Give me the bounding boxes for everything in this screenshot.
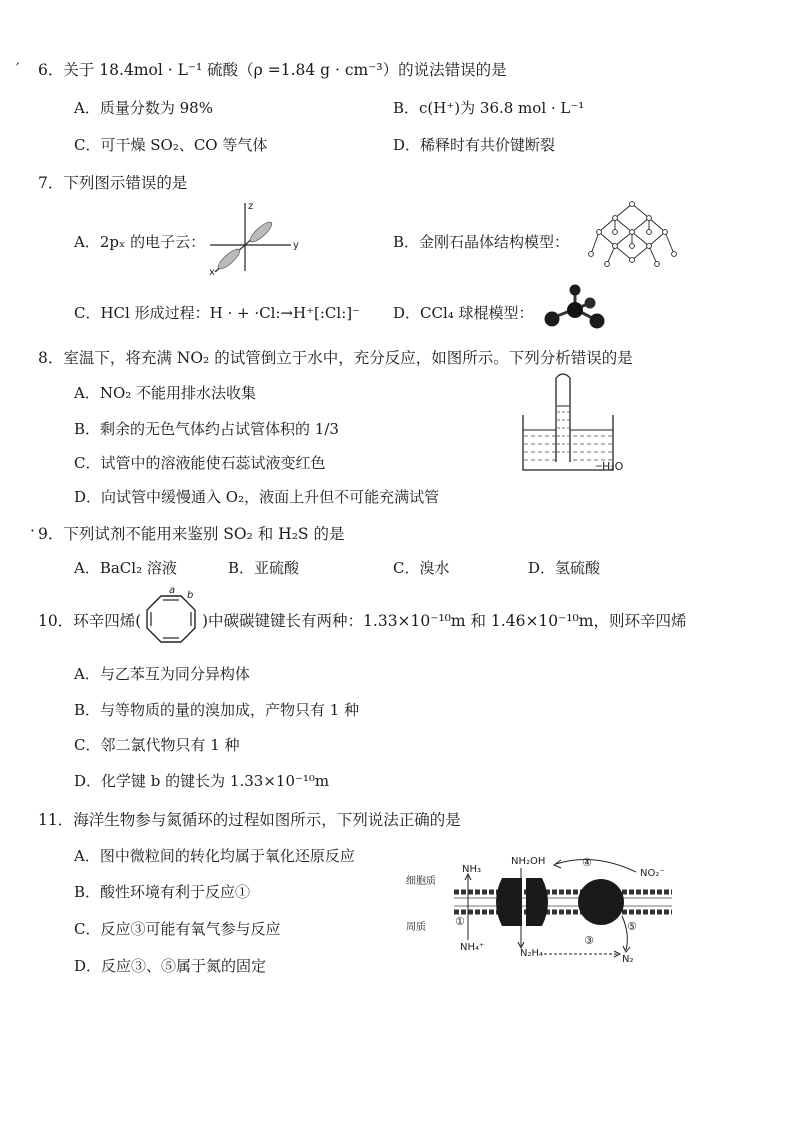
q9-stem: 9．下列试剂不能用来鉴别 SO₂ 和 H₂S 的是	[38, 525, 345, 543]
q11-stem: 11．海洋生物参与氮循环的过程如图所示，下列说法正确的是	[38, 811, 461, 829]
q6-option-d: D．稀释时有共价键断裂	[393, 136, 556, 154]
svg-text:b: b	[187, 590, 194, 601]
q10-option-c: C．邻二氯代物只有 1 种	[74, 736, 240, 754]
svg-text:N₂H₄: N₂H₄	[520, 948, 544, 959]
q8-option-a: A．NO₂ 不能用排水法收集	[74, 384, 257, 402]
q7-option-a: A．2pₓ 的电子云：	[74, 233, 206, 251]
q7-option-b: B．金刚石晶体结构模型：	[393, 233, 570, 251]
q10-option-b: B．与等物质的量的溴加成，产物只有 1 种	[74, 701, 360, 719]
svg-text:⑤: ⑤	[627, 920, 637, 933]
q9-margin-mark: ·	[30, 522, 35, 540]
svg-text:NH₃: NH₃	[462, 864, 482, 875]
svg-text:①: ①	[455, 915, 465, 928]
svg-text:NO₂⁻: NO₂⁻	[640, 868, 665, 879]
q8-option-b: B．剩余的无色气体约占试管体积的 1/3	[74, 420, 339, 438]
svg-text:z: z	[248, 201, 254, 212]
inverted-test-tube-figure	[518, 370, 633, 480]
svg-text:③: ③	[584, 934, 594, 947]
q7-option-c	[74, 302, 360, 323]
nitrogen-cycle-figure	[404, 850, 679, 970]
q6-option-b: B．c(H⁺)为 36.8 mol · L⁻¹	[393, 99, 585, 117]
q6-option-a: A．质量分数为 98%	[74, 99, 213, 117]
svg-text:y: y	[293, 240, 299, 251]
q11-option-c: C．反应③可能有氧气参与反应	[74, 920, 281, 938]
q7-option-c-cl-atom: ·Cl:	[254, 304, 281, 322]
svg-text:N₂: N₂	[622, 954, 634, 965]
q8-option-d: D．向试管中缓慢通入 O₂，液面上升但不可能充满试管	[74, 488, 440, 506]
q10-stem-suffix: )中碳碳键键长有两种：1.33×10⁻¹⁰m 和 1.46×10⁻¹⁰m，则环辛四烯	[202, 612, 687, 630]
q11-option-d: D．反应③、⑤属于氮的固定	[74, 957, 267, 975]
svg-text:NH₄⁺: NH₄⁺	[460, 942, 485, 953]
q11-option-a: A．图中微粒间的转化均属于氧化还原反应	[74, 847, 355, 865]
svg-text:周质: 周质	[406, 922, 426, 933]
q6-option-c: C．可干燥 SO₂、CO 等气体	[74, 136, 268, 154]
q10-option-a: A．与乙苯互为同分异构体	[74, 665, 250, 683]
p-orbital-figure	[205, 197, 305, 277]
q8-stem: 8．室温下，将充满 NO₂ 的试管倒立于水中，充分反应，如图所示。下列分析错误的是	[38, 349, 633, 367]
svg-text:x: x	[209, 267, 215, 278]
svg-text:a: a	[169, 585, 176, 596]
q7-option-c-prefix: C．HCl 形成过程：H · +	[74, 304, 255, 322]
q9-option-b: B．亚硫酸	[228, 559, 300, 577]
svg-text:④: ④	[582, 856, 592, 869]
q6-stem: 6．关于 18.4mol · L⁻¹ 硫酸（ρ =1.84 g · cm⁻³）的说法错误的是	[38, 61, 507, 79]
q7-option-d: D．CCl₄ 球棍模型：	[393, 304, 534, 322]
svg-text:H₂O: H₂O	[602, 460, 624, 473]
svg-text:细胞质: 细胞质	[406, 876, 436, 887]
q10-stem-prefix: 10．环辛四烯(	[38, 612, 142, 630]
q7-option-c-cl-ion: [:Cl:]⁻	[314, 304, 361, 322]
q11-option-b: B．酸性环境有利于反应①	[74, 883, 251, 901]
q9-option-d: D．氢硫酸	[528, 559, 601, 577]
q10-option-d: D．化学键 b 的键长为 1.33×10⁻¹⁰m	[74, 772, 330, 790]
q7-stem: 7．下列图示错误的是	[38, 174, 188, 192]
ccl4-ball-stick-model	[540, 284, 610, 334]
svg-text:NH₂OH: NH₂OH	[511, 856, 546, 867]
diamond-structure-model	[585, 198, 680, 273]
q8-option-c: C．试管中的溶液能使石蕊试液变红色	[74, 454, 326, 472]
cyclooctatetraene-structure	[140, 585, 202, 646]
q6-margin-mark: ′	[16, 60, 20, 78]
q9-option-a: A．BaCl₂ 溶液	[74, 559, 177, 577]
q9-option-c: C．溴水	[393, 559, 450, 577]
q7-option-c-arrow: →H⁺	[280, 304, 315, 322]
